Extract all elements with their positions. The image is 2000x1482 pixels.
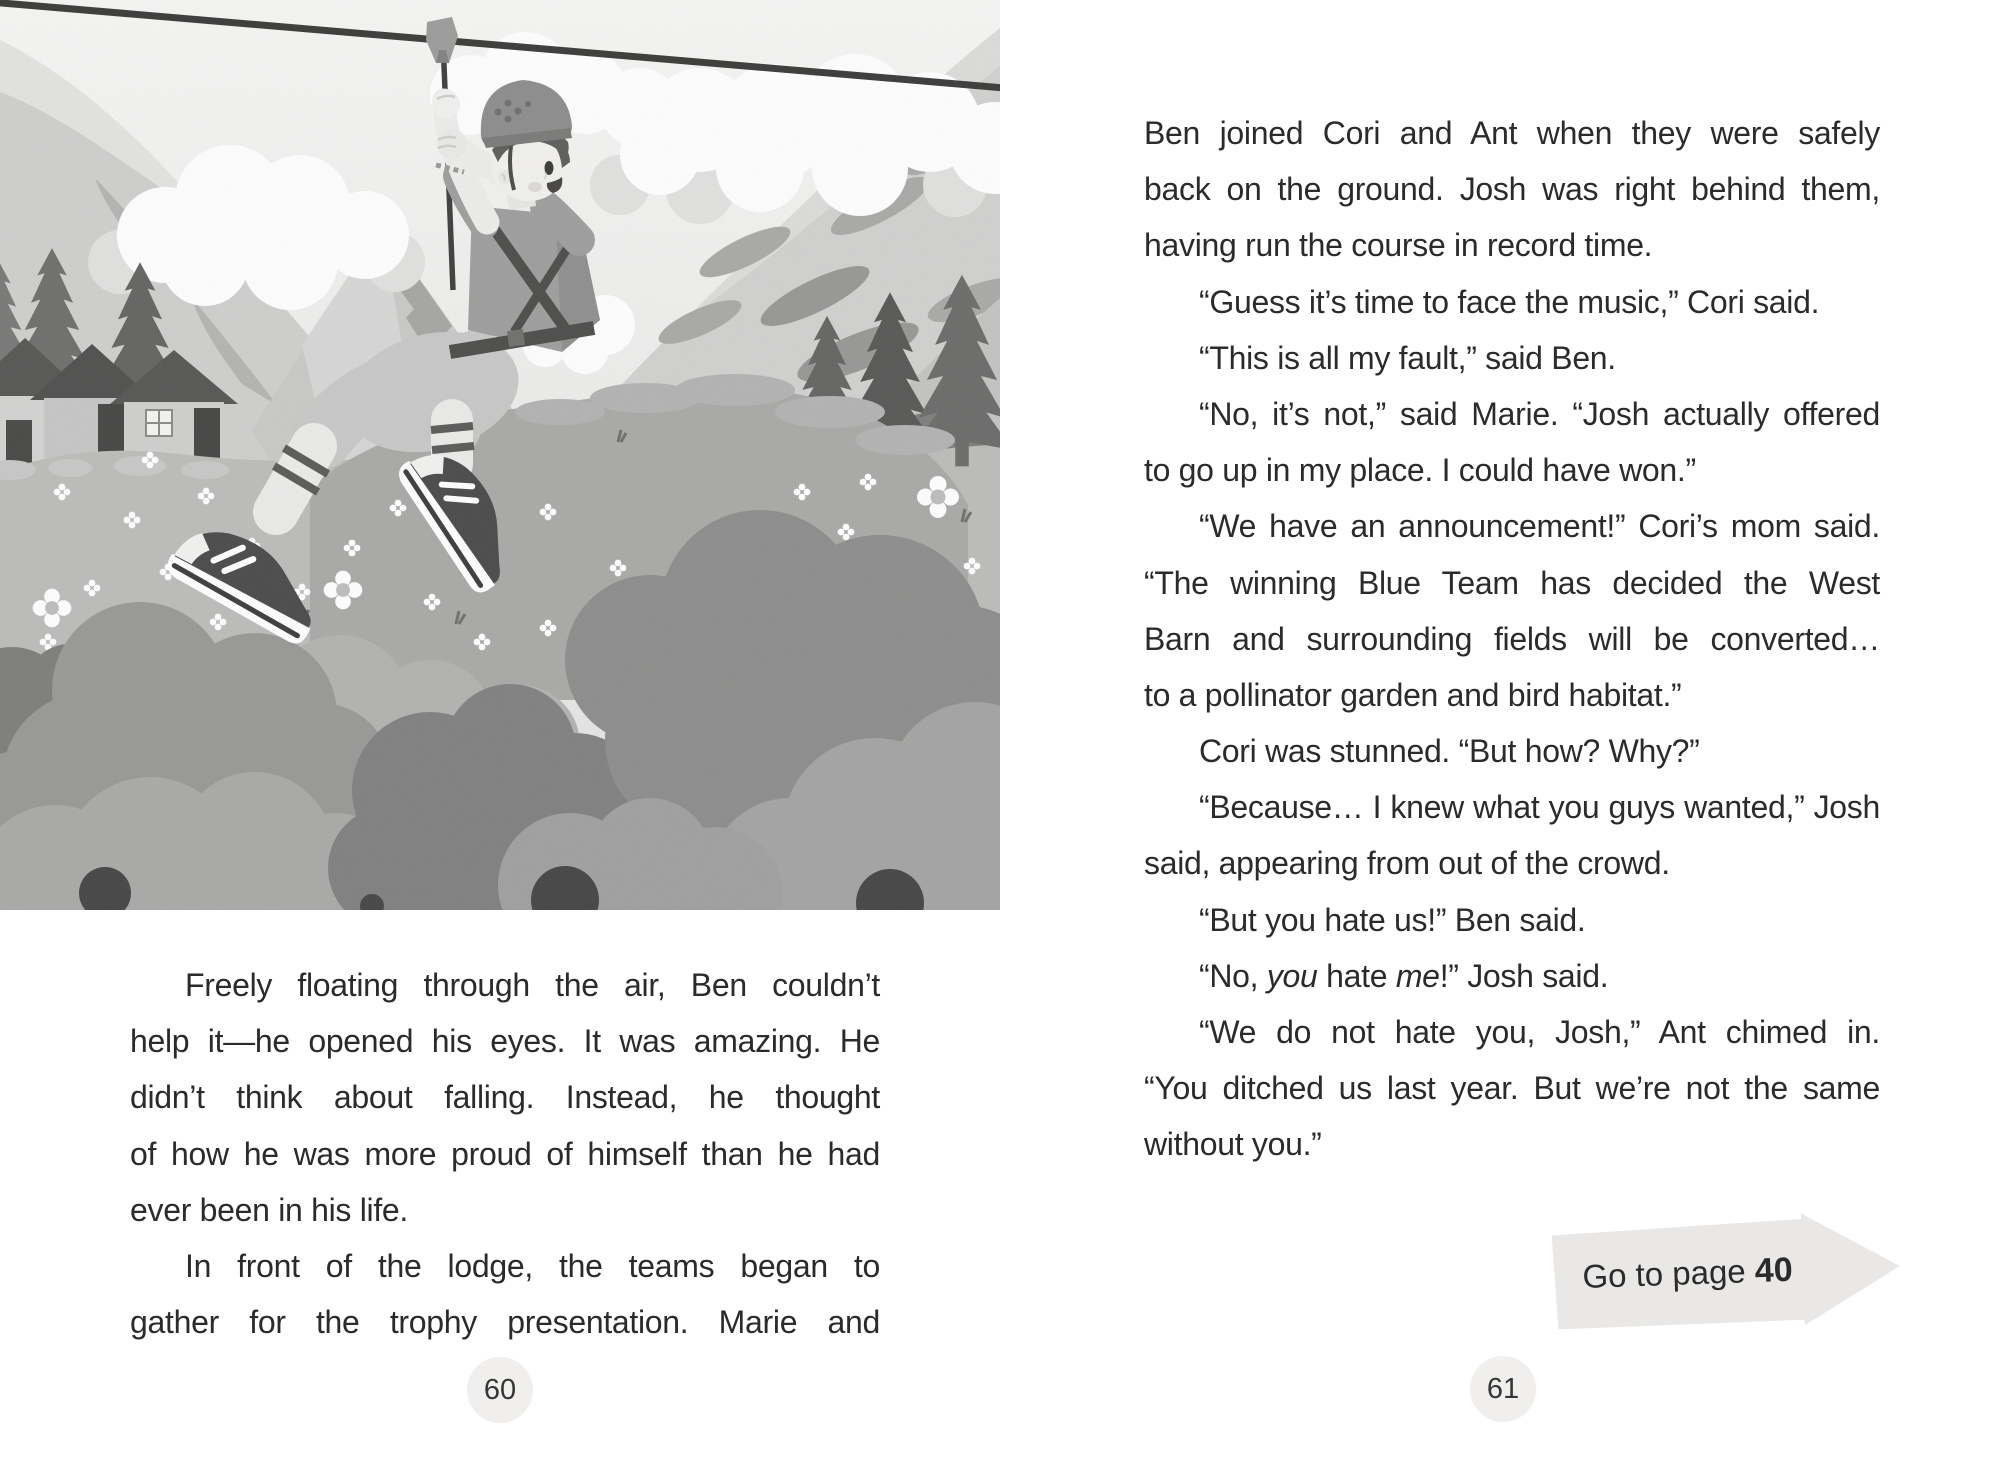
text-line: without you.”: [1144, 1126, 1322, 1163]
goto-page-arrow[interactable]: [1551, 1210, 1902, 1334]
text-line: didn’t think about falling. Instead, he thought: [130, 1079, 880, 1116]
zipline-illustration: [0, 0, 1000, 910]
text-segment: hate: [1317, 957, 1396, 994]
text-line: Freely floating through the air, Ben couldn’t: [185, 967, 880, 1003]
right-page-text: [1144, 105, 1880, 1173]
left-page-text: [130, 957, 880, 1350]
text-line: back on the ground. Josh was right behind them,: [1144, 171, 1880, 208]
text-line: “This is all my fault,” said Ben.: [1199, 339, 1616, 376]
text-line: help it—he opened his eyes. It was amazing. He: [130, 1023, 880, 1060]
text-line: “Because… I knew what you guys wanted,” Josh: [1199, 789, 1880, 826]
text-line: In front of the lodge, the teams began to: [185, 1247, 880, 1284]
italic-word: me: [1395, 957, 1440, 994]
text-line: of how he was more proud of himself than he had: [130, 1135, 880, 1172]
text-line: Cori was stunned. “But how? Why?”: [1199, 733, 1700, 770]
text-line: said, appearing from out of the crowd.: [1144, 845, 1670, 882]
text-line: “You ditched us last year. But we’re not the same: [1144, 1070, 1880, 1107]
text-line: gather for the trophy presentation. Marie and: [130, 1304, 880, 1341]
page-number-label: 60: [483, 1373, 517, 1406]
text-line: “No, it’s not,” said Marie. “Josh actually offered: [1199, 395, 1880, 432]
grain-texture: [0, 0, 1000, 910]
text-line: having run the course in record time.: [1144, 227, 1653, 264]
page-number-left: [467, 1357, 533, 1423]
text-line: to a pollinator garden and bird habitat.”: [1144, 676, 1682, 713]
text-line: Barn and surrounding fields will be converted…: [1144, 620, 1880, 657]
text-line-italic: [1144, 948, 1880, 1004]
goto-page-number: 40: [1754, 1250, 1794, 1291]
text-line: “But you hate us!” Ben said.: [1199, 901, 1586, 938]
text-segment: !” Josh said.: [1439, 957, 1609, 994]
page-number-label: 61: [1486, 1372, 1520, 1405]
text-segment: “No,: [1199, 957, 1267, 994]
page-number-right: [1470, 1356, 1536, 1422]
text-line: “Guess it’s time to face the music,” Cori said.: [1199, 283, 1820, 320]
text-line: Ben joined Cori and Ant when they were safely: [1144, 115, 1880, 151]
italic-word: you: [1266, 957, 1318, 994]
goto-page-label: [1551, 1210, 1902, 1334]
text-line: ever been in his life.: [130, 1191, 409, 1228]
goto-text: Go to page: [1581, 1252, 1747, 1296]
text-line: “We do not hate you, Josh,” Ant chimed in.: [1199, 1014, 1880, 1050]
text-line: “We have an announcement!” Cori’s mom said.: [1199, 508, 1880, 545]
text-line: “The winning Blue Team has decided the West: [1144, 564, 1880, 601]
text-line: to go up in my place. I could have won.”: [1144, 452, 1696, 489]
